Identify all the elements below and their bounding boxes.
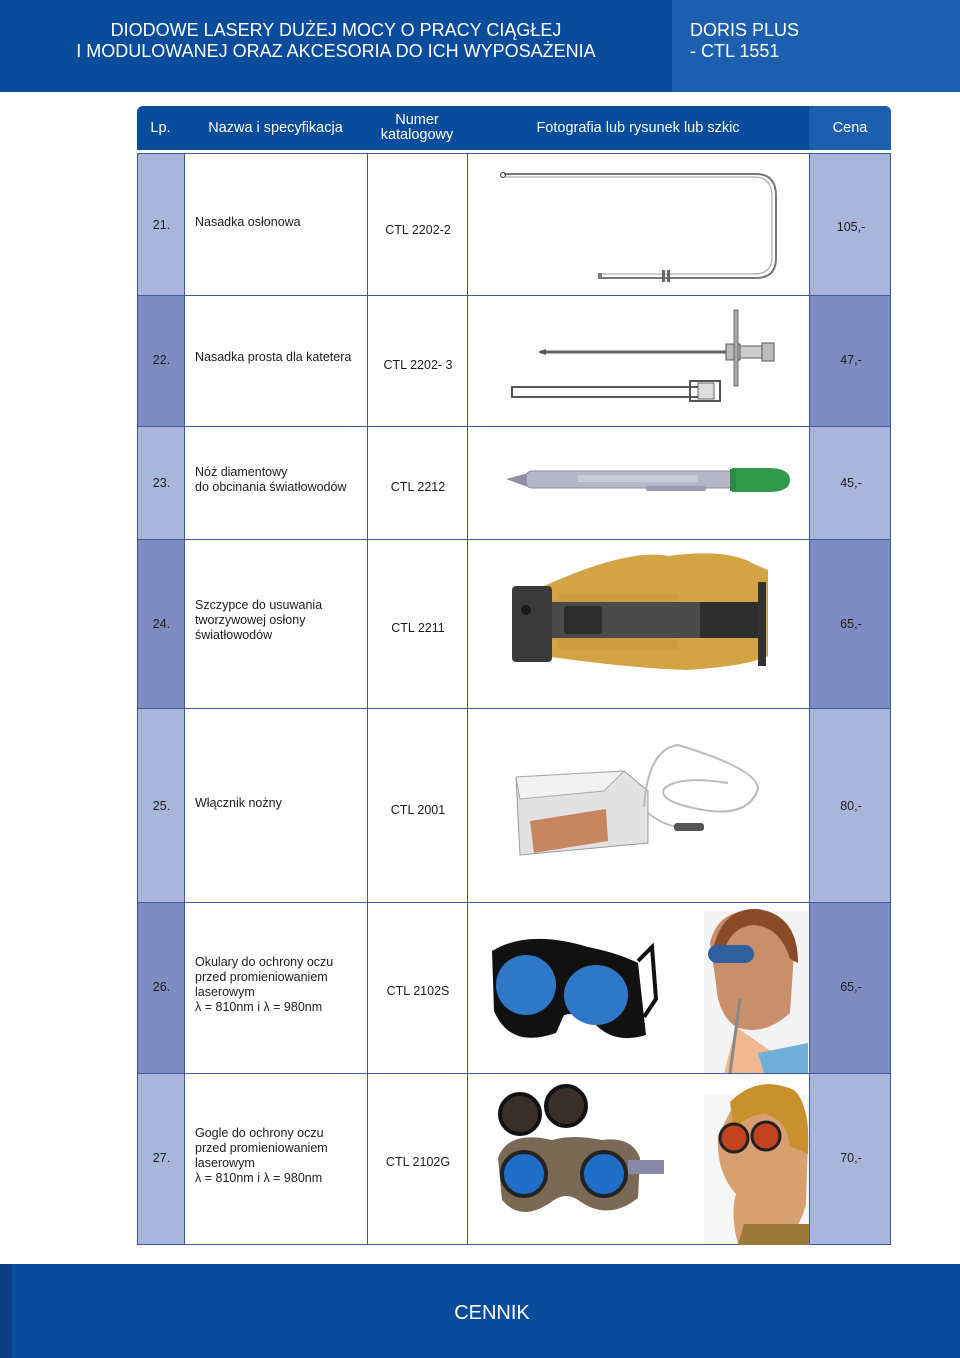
column-header-number-line-1: Numer: [395, 112, 439, 128]
catalog-number: CTL 2102S: [386, 984, 450, 998]
row-name-cell: [184, 903, 367, 1073]
price: 47,-: [840, 353, 862, 367]
row-catalog-number-cell: [367, 1074, 467, 1244]
product-name-line: λ = 810nm i λ = 980nm: [195, 1171, 323, 1185]
table-row: [137, 1074, 891, 1245]
header-product-line-1: DORIS PLUS: [690, 20, 800, 40]
price: 80,-: [840, 799, 862, 813]
row-photo-cell: [467, 709, 809, 902]
price: 65,-: [840, 980, 862, 994]
fiber-stripper-photo: [468, 540, 810, 709]
row-price-cell: [809, 154, 891, 295]
row-number-cell: [137, 903, 184, 1073]
catalog-number: CTL 2202- 3: [383, 358, 453, 372]
header-title: [0, 20, 672, 62]
row-number-cell: [137, 540, 184, 708]
foot-switch-photo: [468, 709, 810, 903]
table-row: [137, 296, 891, 427]
table-row: [137, 903, 891, 1074]
table-row: [137, 153, 891, 296]
row-catalog-number-cell: [367, 709, 467, 902]
row-number-cell: [137, 427, 184, 539]
column-header-photo: Fotografia lub rysunek lub szkic: [536, 119, 740, 136]
row-price-cell: [809, 709, 891, 902]
product-name: [195, 1126, 365, 1186]
catalog-number: CTL 2001: [390, 803, 446, 817]
row-catalog-number-cell: [367, 540, 467, 708]
footer-label: CENNIK: [454, 1302, 530, 1324]
row-name-cell: [184, 296, 367, 426]
price: 105,-: [836, 220, 866, 234]
safety-goggles-photo: [468, 1074, 810, 1245]
product-name-line: Szczypce do usuwania: [195, 598, 323, 612]
product-name-line: Nasadka osłonowa: [195, 215, 301, 229]
row-name-cell: [184, 709, 367, 902]
column-header-lp: Lp.: [150, 119, 171, 136]
page-footer: [0, 1264, 960, 1358]
product-name-line: przed promieniowaniem: [195, 1141, 328, 1155]
row-number-cell: [137, 709, 184, 902]
row-number: 22.: [152, 353, 171, 367]
price: 45,-: [840, 476, 862, 490]
row-price-cell: [809, 1074, 891, 1244]
row-price-cell: [809, 540, 891, 708]
product-name-line: światłowodów: [195, 628, 273, 642]
row-name-cell: [184, 1074, 367, 1244]
u-shaped-sheath-drawing: [468, 154, 810, 297]
row-number: 27.: [152, 1151, 171, 1165]
row-number: 24.: [152, 617, 171, 631]
row-number-cell: [137, 154, 184, 295]
straight-tip-drawing: [468, 296, 810, 427]
product-name-line: tworzywowej osłony: [195, 613, 306, 627]
row-photo-cell: [467, 903, 809, 1073]
row-number-cell: [137, 1074, 184, 1244]
row-name-cell: [184, 427, 367, 539]
table-row: [137, 540, 891, 709]
column-header-name: Nazwa i specyfikacja: [208, 119, 343, 136]
column-header-price: Cena: [809, 106, 891, 150]
row-photo-cell: [467, 154, 809, 295]
row-number: 23.: [152, 476, 171, 490]
product-name-line: Nasadka prosta dla katetera: [195, 350, 352, 364]
price: 65,-: [840, 617, 862, 631]
row-catalog-number-cell: [367, 903, 467, 1073]
row-photo-cell: [467, 540, 809, 708]
table-header: [137, 106, 891, 150]
catalog-number: CTL 2212: [390, 480, 446, 494]
row-number: 21.: [152, 218, 171, 232]
price: 70,-: [840, 1151, 862, 1165]
product-name: [195, 465, 365, 495]
catalog-number: CTL 2102G: [385, 1155, 451, 1169]
page-header: [0, 0, 960, 92]
header-product-line-2: - CTL 1551: [690, 41, 780, 61]
row-price-cell: [809, 427, 891, 539]
product-name: [195, 215, 365, 230]
row-catalog-number-cell: [367, 154, 467, 295]
catalog-number: CTL 2202-2: [385, 223, 451, 237]
product-name-line: przed promieniowaniem: [195, 970, 328, 984]
column-header-number-line-2: katalogowy: [380, 127, 454, 143]
product-name-line: Gogle do ochrony oczu: [195, 1126, 324, 1140]
product-name: [195, 598, 365, 643]
safety-glasses-photo: [468, 903, 810, 1074]
product-name: [195, 350, 365, 365]
product-name-line: Okulary do ochrony oczu: [195, 955, 334, 969]
product-name-line: laserowym: [195, 985, 255, 999]
row-name-cell: [184, 154, 367, 295]
catalog-number: CTL 2211: [391, 621, 445, 635]
column-header-number: [367, 106, 467, 150]
row-catalog-number-cell: [367, 296, 467, 426]
row-number: 26.: [152, 980, 171, 994]
diamond-pen-photo: [468, 427, 810, 540]
row-name-cell: [184, 540, 367, 708]
product-name-line: λ = 810nm i λ = 980nm: [195, 1000, 323, 1014]
row-photo-cell: [467, 427, 809, 539]
table-row: [137, 427, 891, 540]
header-title-line-1: DIODOWE LASERY DUŻEJ MOCY O PRACY CIĄGŁEJ: [110, 20, 562, 40]
product-name-line: Włącznik nożny: [195, 796, 282, 810]
row-price-cell: [809, 296, 891, 426]
row-photo-cell: [467, 1074, 809, 1244]
product-name-line: Nóż diamentowy: [195, 465, 288, 479]
row-price-cell: [809, 903, 891, 1073]
product-name-line: laserowym: [195, 1156, 255, 1170]
table-row: [137, 709, 891, 903]
row-number: 25.: [152, 799, 171, 813]
row-catalog-number-cell: [367, 427, 467, 539]
header-product: [690, 20, 799, 62]
row-number-cell: [137, 296, 184, 426]
product-name: [195, 955, 365, 1015]
product-name: [195, 796, 365, 811]
row-photo-cell: [467, 296, 809, 426]
product-name-line: do obcinania światłowodów: [195, 480, 347, 494]
header-title-line-2: I MODULOWANEJ ORAZ AKCESORIA DO ICH WYPOSAŻENIA: [76, 41, 596, 61]
